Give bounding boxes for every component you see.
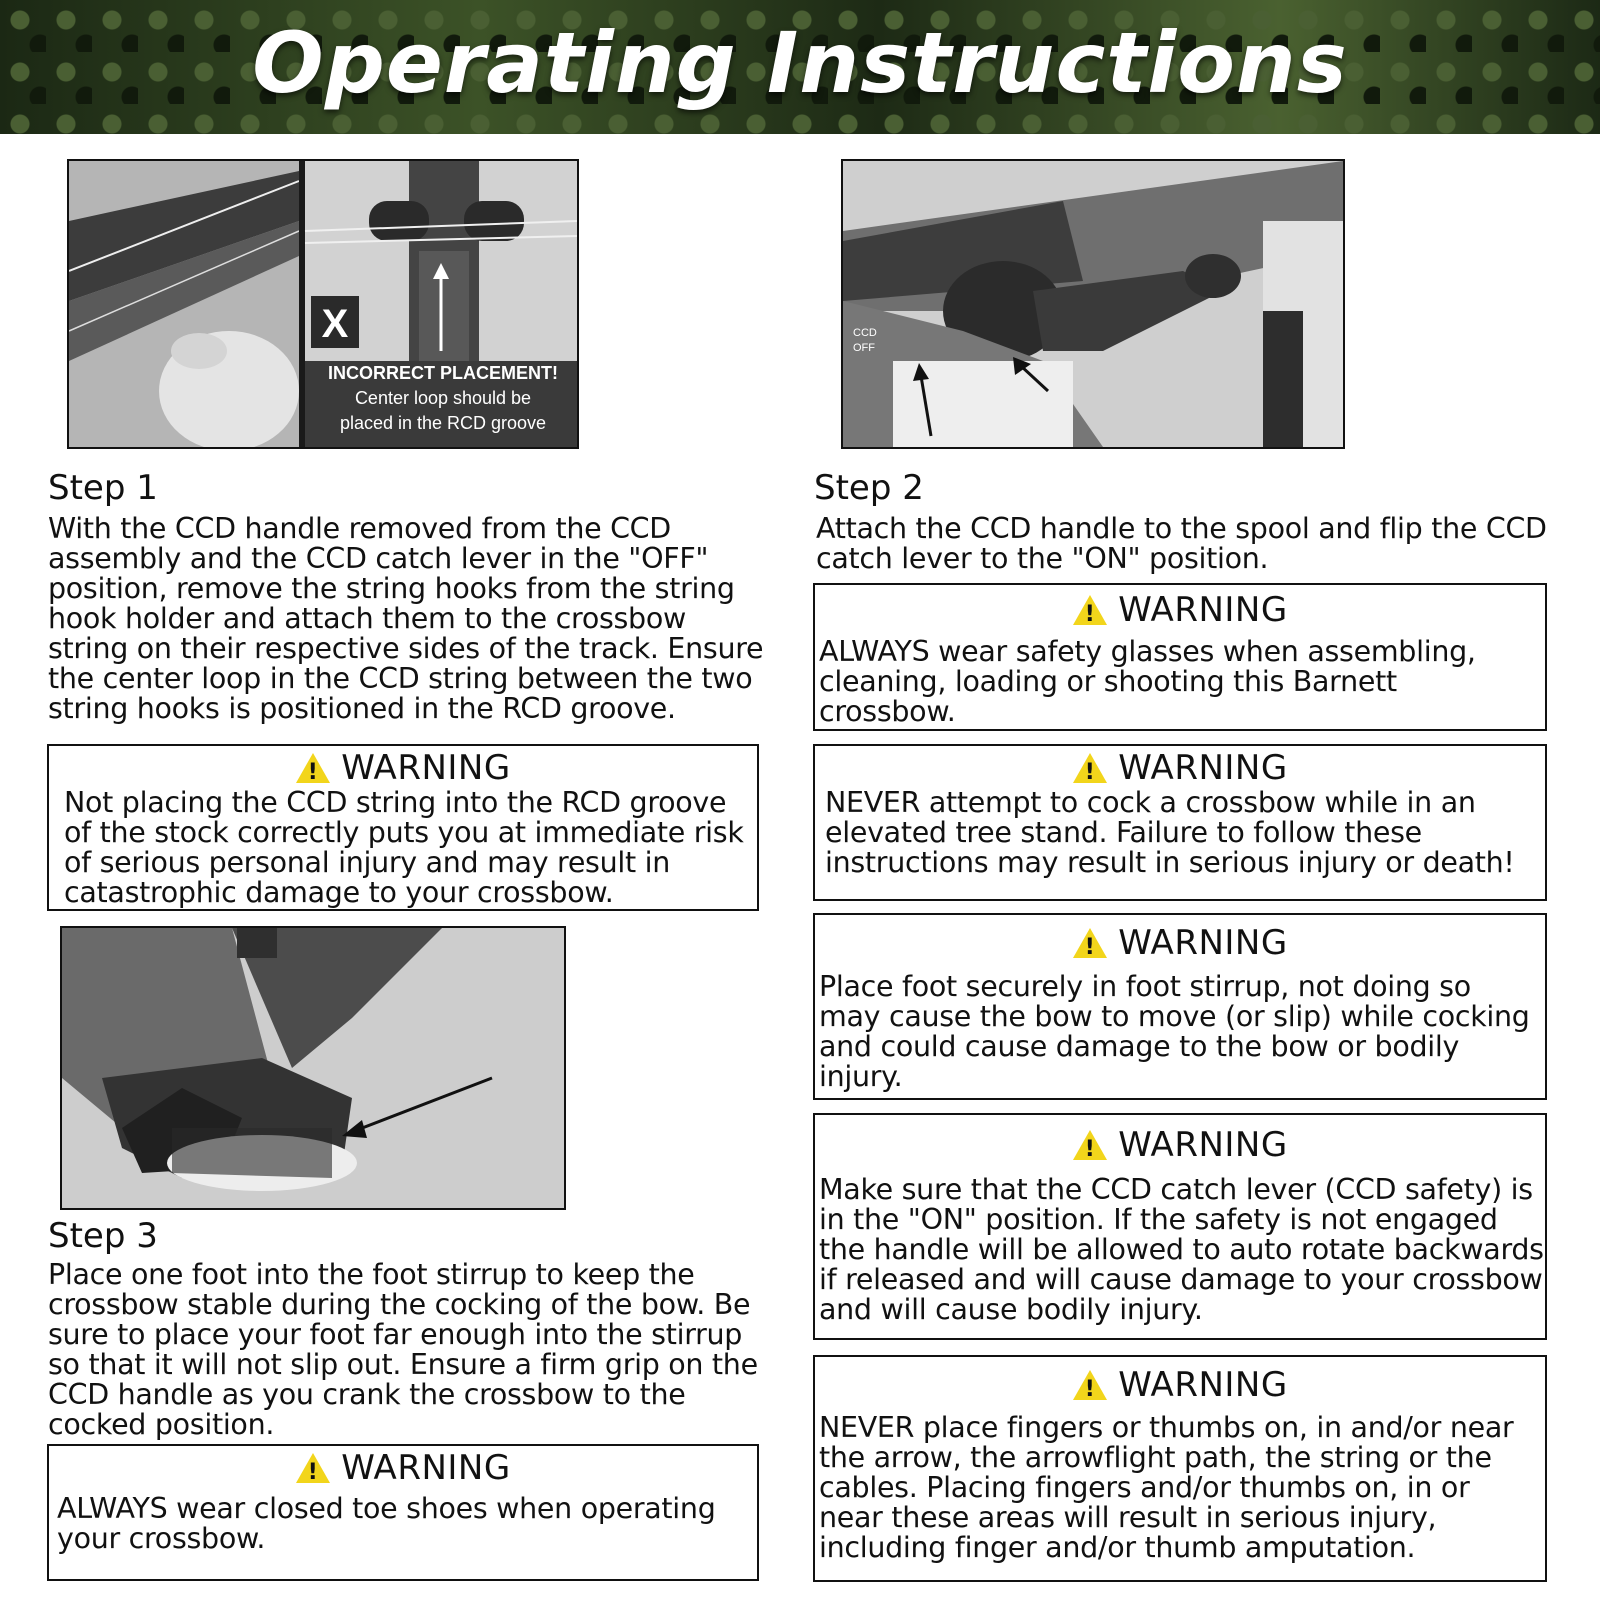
photo-caption-line2: Center loop should be	[354, 388, 532, 408]
photo-caption-line1: INCORRECT PLACEMENT!	[328, 363, 558, 383]
warning-heading	[49, 746, 757, 790]
warning-heading	[815, 746, 1545, 790]
warning-triangle-icon	[1072, 594, 1108, 626]
step1-photo	[67, 159, 579, 449]
lever-label-ccd: CCD	[853, 327, 877, 339]
step2-photo	[841, 159, 1345, 449]
warning-box-fingers	[813, 1355, 1547, 1582]
step1-warning-box	[47, 744, 759, 911]
step3-title: Step 3	[48, 1216, 158, 1256]
warning-text: Place foot securely in foot stirrup, not doing so may cause the bow to move (or slip) while cocking and could cause damage to the bow or bodily injury.	[819, 970, 1530, 1093]
warning-box-catch-lever	[813, 1113, 1547, 1340]
x-mark: X	[321, 302, 349, 346]
warning-text: Not placing the CCD string into the RCD groove of the stock correctly puts you at immediate risk of serious personal injury and may result in catastrophic damage to your crossbow.	[64, 786, 744, 909]
header-banner	[0, 0, 1600, 134]
warning-text: Make sure that the CCD catch lever (CCD safety) is in the "ON" position. If the safety is not engaged the handle will be allowed to auto rotate backwards if released and will cause damage to your crossbow and will cause bodily injury.	[819, 1173, 1544, 1326]
warning-text: NEVER attempt to cock a crossbow while in an elevated tree stand. Failure to follow these instructions may result in serious injury or death!	[825, 786, 1515, 879]
warning-heading	[815, 1357, 1545, 1413]
svg-text:!: !	[1085, 935, 1096, 959]
warning-triangle-icon	[1072, 752, 1108, 784]
warning-triangle-icon	[1072, 1369, 1108, 1401]
warning-text: ALWAYS wear closed toe shoes when operating your crossbow.	[57, 1492, 716, 1555]
step1-text: With the CCD handle removed from the CCD assembly and the CCD catch lever in the "OFF" position, remove the string hooks from the string hook holder and attach them to the crossbow string on their respective sides of the track. Ensure the center loop in the CCD string between the two string hooks is positioned in the RCD groove.	[48, 512, 764, 725]
svg-text:!: !	[1085, 602, 1096, 626]
warning-label: WARNING	[1118, 590, 1288, 630]
warning-triangle-icon	[1072, 927, 1108, 959]
step1-title: Step 1	[48, 468, 158, 508]
warning-heading	[815, 915, 1545, 971]
step2-title: Step 2	[814, 468, 924, 508]
warning-label: WARNING	[1118, 748, 1288, 788]
step3-text: Place one foot into the foot stirrup to keep the crossbow stable during the cocking of the bow. Be sure to place your foot far enough into the stirrup so that it will not slip out. Ensure a firm grip on the CCD handle as you crank the crossbow to the cocked position.	[48, 1258, 758, 1441]
photo-caption-line3: placed in the RCD groove	[339, 413, 547, 433]
step3-photo	[60, 926, 566, 1210]
lever-label-off: OFF	[853, 342, 875, 354]
warning-label: WARNING	[1118, 1365, 1288, 1405]
warning-box-safety-glasses	[813, 583, 1547, 731]
page-title: Operating Instructions	[252, 14, 1348, 112]
warning-label: WARNING	[1118, 1125, 1288, 1165]
warning-heading	[815, 1115, 1545, 1175]
svg-text:!: !	[1085, 1137, 1096, 1161]
step1-illustration	[69, 161, 577, 447]
warning-triangle-icon	[295, 1452, 331, 1484]
step3-warning-box	[47, 1444, 759, 1581]
step2-text: Attach the CCD handle to the spool and flip the CCD catch lever to the "ON" position.	[816, 512, 1547, 575]
warning-label: WARNING	[341, 1448, 511, 1488]
warning-triangle-icon	[1072, 1129, 1108, 1161]
svg-text:!: !	[1085, 760, 1096, 784]
warning-label: WARNING	[1118, 923, 1288, 963]
warning-label: WARNING	[341, 748, 511, 788]
warning-heading	[49, 1446, 757, 1490]
warning-box-tree-stand	[813, 744, 1547, 901]
step3-illustration	[62, 928, 564, 1208]
step2-illustration	[843, 161, 1343, 447]
warning-heading	[815, 585, 1545, 635]
warning-text: NEVER place fingers or thumbs on, in and/or near the arrow, the arrowflight path, the string or the cables. Placing fingers and/or thumbs on, in or near these areas will result in serious injury, including finger and/or thumb amputation.	[819, 1411, 1514, 1564]
svg-text:!: !	[308, 1460, 319, 1484]
svg-text:!: !	[1085, 1377, 1096, 1401]
warning-triangle-icon	[295, 752, 331, 784]
svg-text:!: !	[308, 760, 319, 784]
warning-box-foot-stirrup	[813, 913, 1547, 1100]
warning-text: ALWAYS wear safety glasses when assembling, cleaning, loading or shooting this Barnett crossbow.	[819, 635, 1476, 728]
